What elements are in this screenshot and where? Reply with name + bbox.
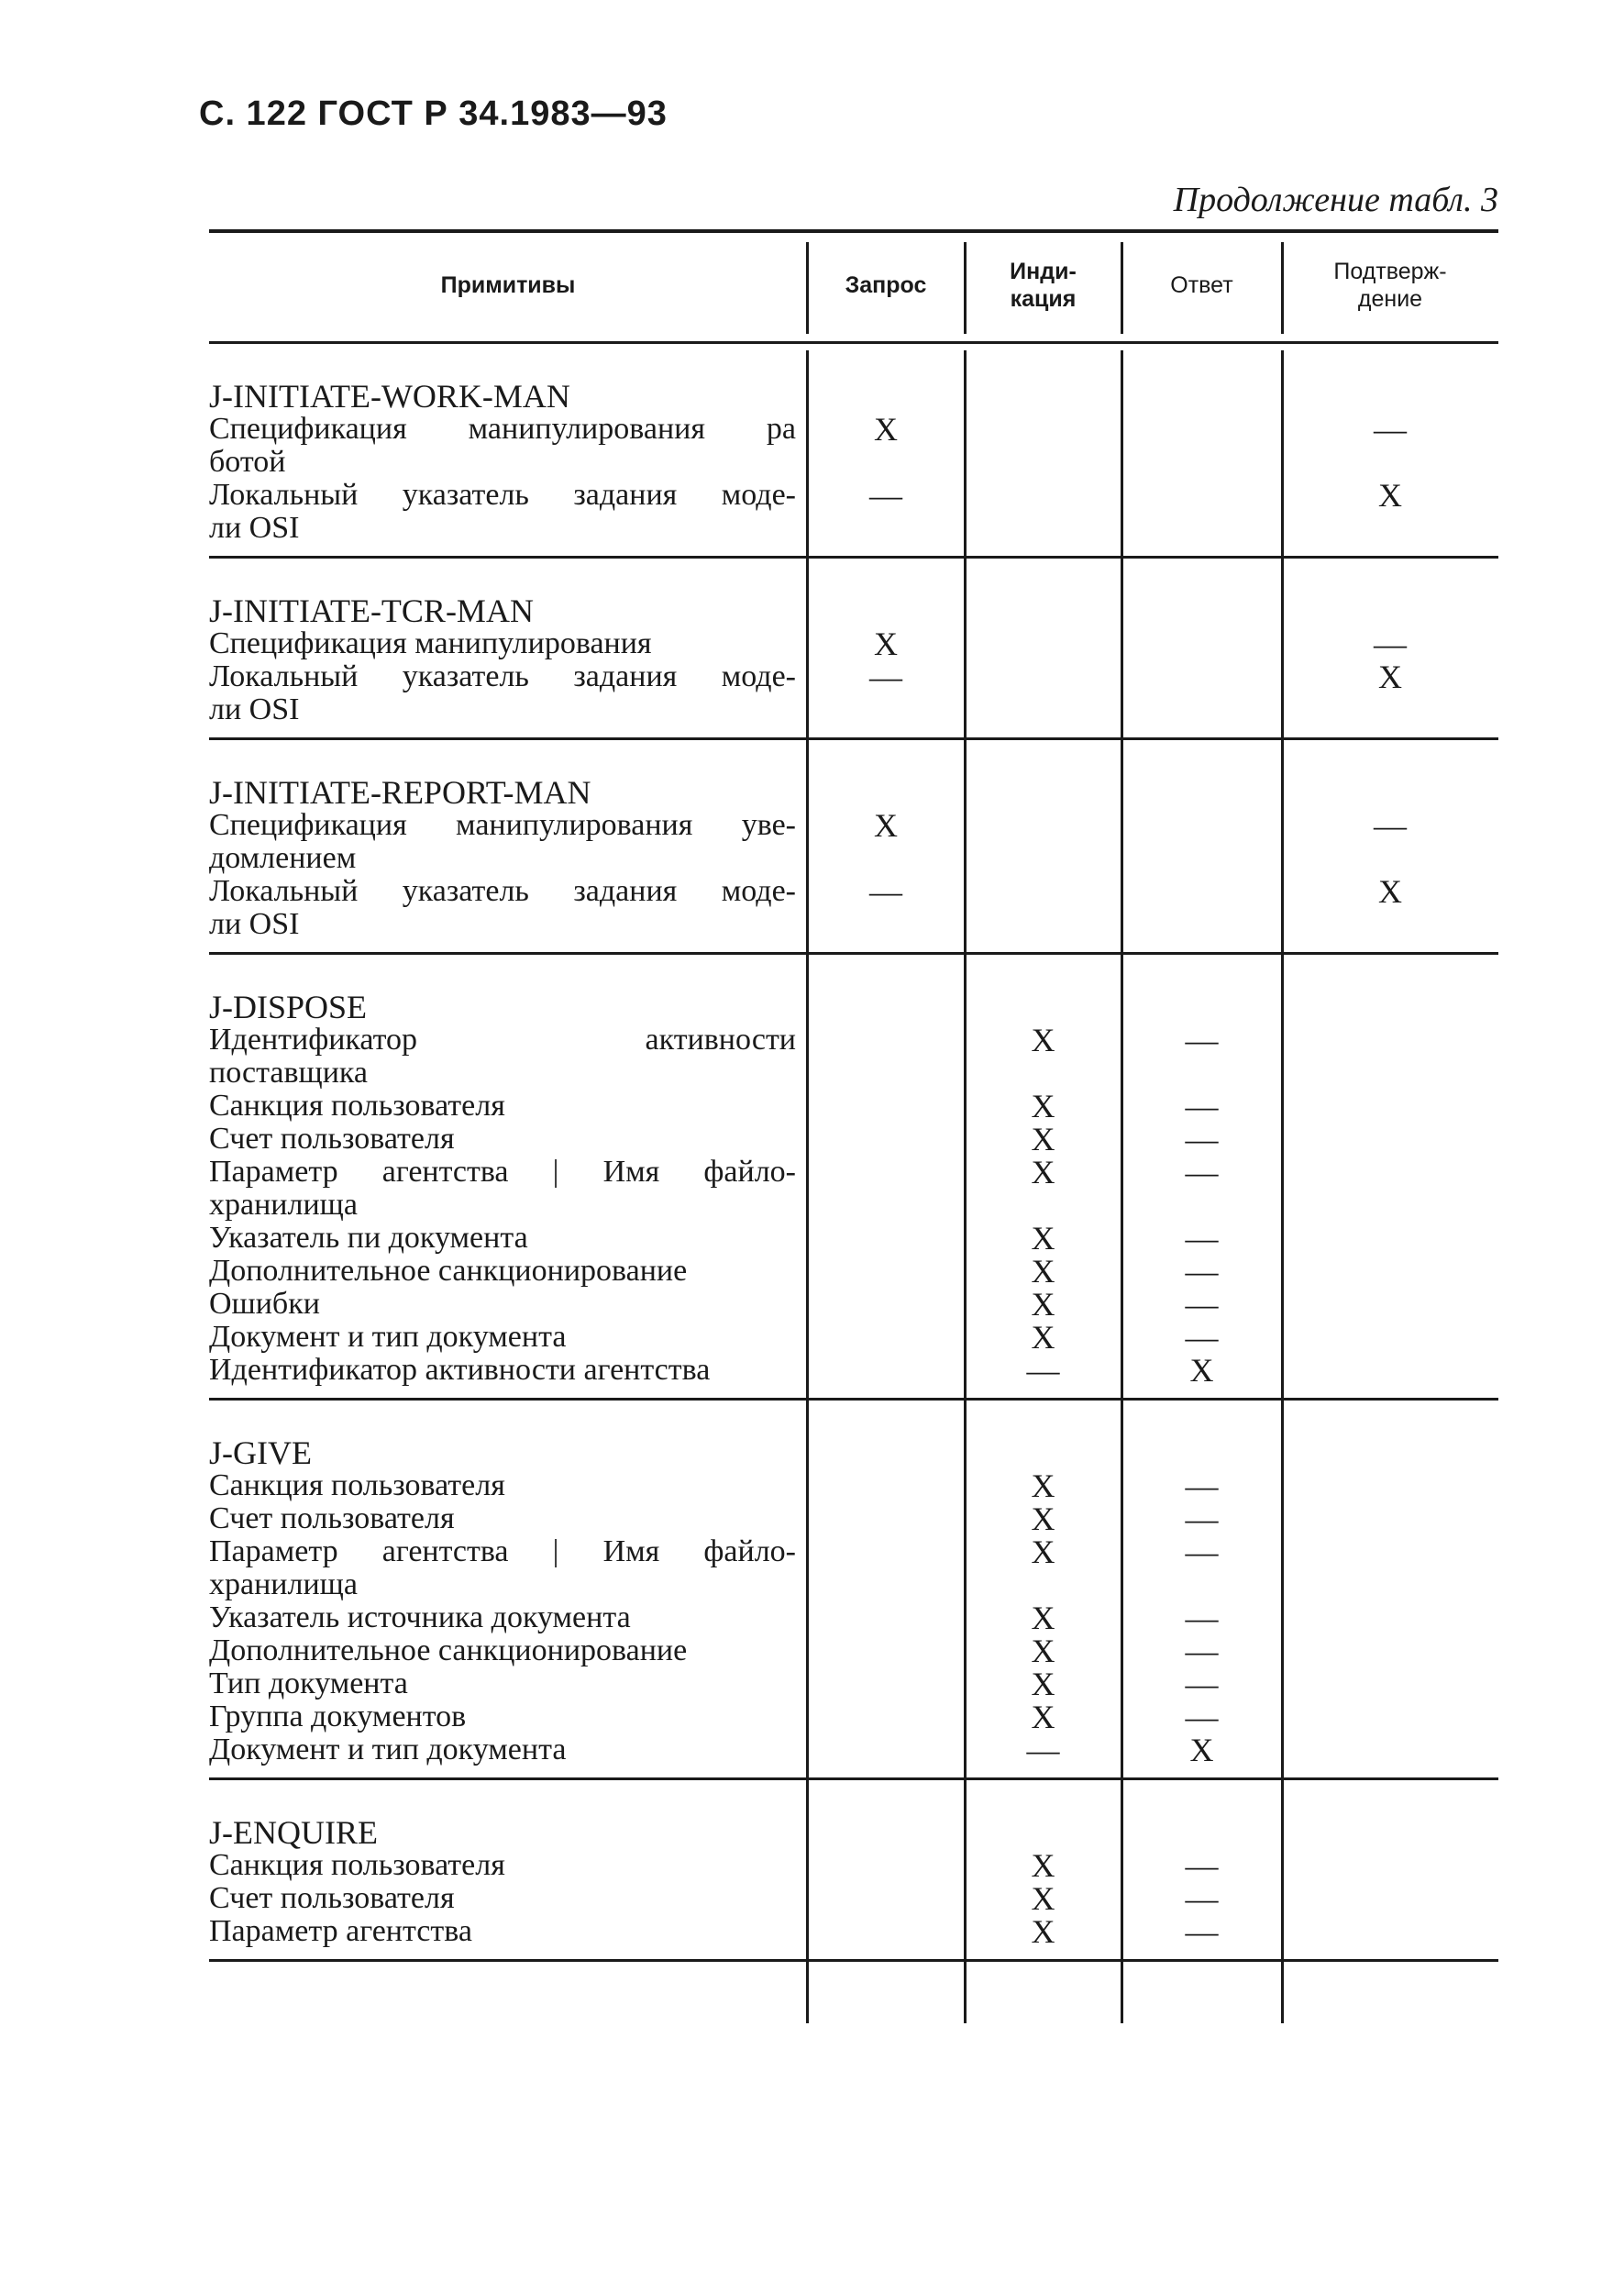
primitive-parameter: Документ и тип документа [209,1733,567,1766]
table-top-rule [209,229,1498,233]
indication-mark: X [1031,1319,1055,1356]
primitive-parameter: домлением [209,841,357,875]
primitive-parameter: хранилища [209,1567,358,1601]
group-separator [209,556,1498,559]
indication-mark: X [1031,1500,1055,1537]
response-mark: — [1185,1534,1219,1570]
primitive-parameter: Спецификация манипулирования ра [209,412,796,446]
indication-mark: X [1031,1847,1055,1884]
indication-mark: X [1031,1534,1055,1570]
primitive-parameter: Санкция пользователя [209,1848,505,1882]
primitive-parameter: Счет пользователя [209,1881,455,1915]
group-separator [209,1959,1498,1962]
indication-mark: X [1031,1121,1055,1157]
request-mark: — [869,477,902,514]
confirmation-mark: — [1374,807,1407,844]
primitive-parameter: поставщика [209,1056,369,1090]
primitive-parameter: Идентификатор активности [209,1023,796,1057]
primitive-parameter: Локальный указатель задания моде- [209,478,796,512]
request-mark: — [869,873,902,910]
response-mark: — [1185,1022,1219,1058]
response-mark: X [1189,1352,1214,1389]
primitive-parameter: Счет пользователя [209,1501,455,1535]
indication-mark: X [1031,1699,1055,1735]
response-mark: — [1185,1286,1219,1323]
primitives-table [209,229,1498,1972]
primitive-parameter: Локальный указатель задания моде- [209,874,796,908]
primitive-parameter: Параметр агентства | Имя файло- [209,1155,796,1189]
primitive-parameter: Идентификатор активности агентства [209,1353,711,1387]
indication-mark: X [1031,1633,1055,1669]
column-header-confirmation: Подтверж- дение [1333,259,1447,312]
indication-mark: X [1031,1600,1055,1636]
primitive-parameter: Локальный указатель задания моде- [209,659,796,693]
response-mark: — [1185,1319,1219,1356]
group-title: J-GIVE [209,1434,312,1471]
response-mark: — [1185,1253,1219,1290]
column-header-indication: Инди- кация [1010,259,1077,312]
primitive-parameter: ли OSI [209,907,300,941]
response-mark: — [1185,1220,1219,1257]
primitive-parameter: Параметр агентства [209,1914,472,1948]
primitive-parameter: ботой [209,445,286,479]
response-mark: X [1189,1732,1214,1768]
indication-mark: X [1031,1154,1055,1190]
header-column-divider [1121,242,1123,334]
group-title: J-ENQUIRE [209,1814,378,1851]
group-title: J-INITIATE-TCR-MAN [209,592,534,629]
indication-mark: X [1031,1286,1055,1323]
primitive-parameter: Тип документа [209,1666,408,1700]
indication-mark: X [1031,1088,1055,1124]
request-mark: X [874,626,898,662]
response-mark: — [1185,1467,1219,1504]
body-column-divider [1121,350,1123,2023]
indication-mark: X [1031,1913,1055,1950]
response-mark: — [1185,1699,1219,1735]
group-separator [209,1398,1498,1401]
response-mark: — [1185,1154,1219,1190]
response-mark: — [1185,1880,1219,1917]
indication-mark: X [1031,1220,1055,1257]
primitive-parameter: Указатель источника документа [209,1600,631,1634]
response-mark: — [1185,1600,1219,1636]
body-column-divider [1281,350,1284,2023]
primitive-parameter: Указатель пи документа [209,1221,528,1255]
header-column-divider [1281,242,1284,334]
confirmation-mark: — [1374,626,1407,662]
group-title: J-INITIATE-REPORT-MAN [209,774,591,811]
header-column-divider [964,242,967,334]
primitive-parameter: Санкция пользователя [209,1089,505,1123]
primitive-parameter: Спецификация манипулирования уве- [209,808,796,842]
group-separator [209,737,1498,740]
column-header-response: Ответ [1170,272,1233,298]
group-separator [209,952,1498,955]
page-header: С. 122 ГОСТ Р 34.1983—93 [199,94,668,133]
response-mark: — [1185,1121,1219,1157]
table-caption: Продолжение табл. 3 [1173,181,1498,219]
request-mark: X [874,807,898,844]
primitive-parameter: Дополнительное санкционирование [209,1254,688,1288]
request-mark: X [874,411,898,448]
body-column-divider [806,350,809,2023]
group-separator [209,1777,1498,1780]
body-column-divider [964,350,967,2023]
response-mark: — [1185,1666,1219,1702]
confirmation-mark: X [1378,659,1402,695]
indication-mark: — [1026,1732,1060,1768]
primitive-parameter: Спецификация манипулирования [209,626,652,660]
primitive-parameter: Параметр агентства | Имя файло- [209,1534,796,1568]
confirmation-mark: — [1374,411,1407,448]
indication-mark: X [1031,1467,1055,1504]
indication-mark: — [1026,1352,1060,1389]
primitive-parameter: Дополнительное санкционирование [209,1633,688,1667]
primitive-parameter: хранилища [209,1188,358,1222]
header-column-divider [806,242,809,334]
column-header-request: Запрос [845,272,927,298]
primitive-parameter: Группа документов [209,1700,467,1733]
indication-mark: X [1031,1022,1055,1058]
header-bottom-rule [209,341,1498,344]
indication-mark: X [1031,1666,1055,1702]
primitive-parameter: Санкция пользователя [209,1468,505,1502]
confirmation-mark: X [1378,873,1402,910]
group-title: J-INITIATE-WORK-MAN [209,378,570,415]
primitive-parameter: Счет пользователя [209,1122,455,1156]
response-mark: — [1185,1913,1219,1950]
primitive-parameter: ли OSI [209,692,300,726]
response-mark: — [1185,1088,1219,1124]
response-mark: — [1185,1633,1219,1669]
confirmation-mark: X [1378,477,1402,514]
response-mark: — [1185,1500,1219,1537]
column-header-primitives: Примитивы [440,272,576,298]
response-mark: — [1185,1847,1219,1884]
primitive-parameter: Документ и тип документа [209,1320,567,1354]
primitive-parameter: Ошибки [209,1287,320,1321]
indication-mark: X [1031,1253,1055,1290]
indication-mark: X [1031,1880,1055,1917]
primitive-parameter: ли OSI [209,511,300,545]
group-title: J-DISPOSE [209,989,368,1025]
request-mark: — [869,659,902,695]
